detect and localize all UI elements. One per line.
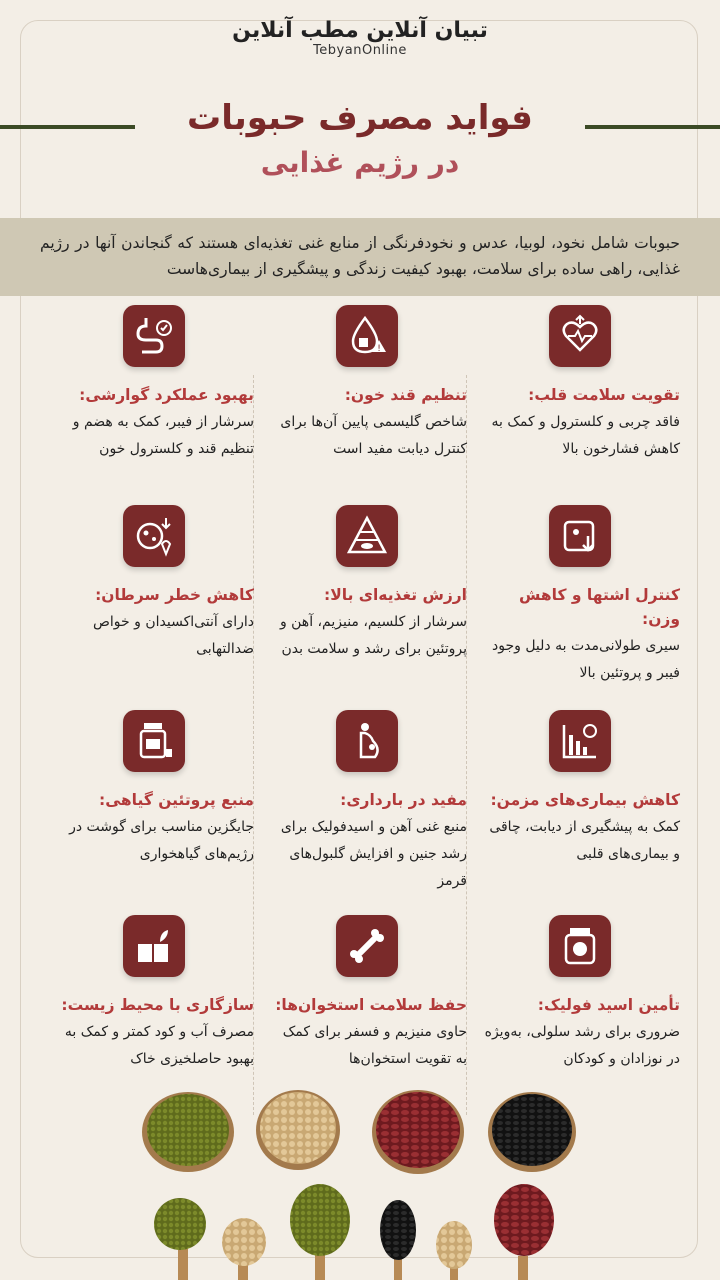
benefit-text: منبع غنی آهن و اسیدفولیک برای رشد جنین و افزایش گلبول‌های قرمز [280, 819, 467, 889]
cancer-cell-icon [123, 505, 185, 567]
benefit-card [267, 305, 467, 505]
benefit-text: حاوی منیزیم و فسفر برای کمک به تقویت استخوان‌ها [282, 1024, 467, 1067]
benefit-text: ضروری برای رشد سلولی، به‌ویژه در نوزادان و کودکان [484, 1024, 680, 1067]
intro-paragraph: حبوبات شامل نخود، لوبیا، عدس و نخودفرنگی از منابع غنی تغذیه‌ای هستند که گنجاندن آنها در رژیم غذایی، راهی ساده برای سلامت، بهبود کیفیت زندگی و پیشگیری از بیماری‌هاست [0, 218, 720, 296]
benefit-title: منبع پروتئین گیاهی: [99, 791, 254, 809]
benefit-text: سرشار از فیبر، کمک به هضم و تنظیم قند و کلسترول خون [72, 414, 254, 457]
benefit-text: سرشار از کلسیم، منیزیم، آهن و پروتئین برای رشد و سلامت بدن [279, 614, 467, 657]
logo [0, 18, 720, 58]
benefit-title: کنترل اشتها و کاهش وزن: [518, 586, 680, 628]
benefit-title: تقویت سلامت قلب: [528, 386, 680, 404]
protein-jar-icon [123, 710, 185, 772]
benefit-card [54, 505, 254, 705]
benefit-card [480, 710, 680, 910]
benefit-card [54, 710, 254, 910]
chart-decline-icon [549, 710, 611, 772]
benefit-text: شاخص گلیسمی پایین آن‌ها برای کنترل دیابت مفید است [280, 414, 467, 457]
benefit-title: سازگاری با محیط زیست: [61, 996, 254, 1014]
page-title: فواید مصرف حبوبات [187, 98, 533, 138]
benefit-text: فاقد چربی و کلسترول و کمک به کاهش فشارخون بالا [491, 414, 680, 457]
eco-puzzle-icon [123, 915, 185, 977]
benefit-card [267, 505, 467, 705]
folic-acid-jar-icon [549, 915, 611, 977]
benefit-text: سیری طولانی‌مدت به دلیل وجود فیبر و پروتئین بالا [491, 638, 680, 681]
food-pyramid-icon [336, 505, 398, 567]
blood-drop-icon [336, 305, 398, 367]
benefit-title: ارزش تغذیه‌ای بالا: [324, 586, 467, 604]
benefit-title: تأمین اسید فولیک: [537, 996, 680, 1014]
benefit-card [54, 305, 254, 505]
benefit-card [480, 305, 680, 505]
benefit-title: بهبود عملکرد گوارشی: [79, 386, 254, 404]
benefit-text: کمک به پیشگیری از دیابت، چاقی و بیماری‌های قلبی [489, 819, 680, 862]
benefit-card [480, 505, 680, 705]
bone-icon [336, 915, 398, 977]
benefit-title: کاهش بیماری‌های مزمن: [490, 791, 680, 809]
benefit-card [267, 710, 467, 910]
benefit-text: دارای آنتی‌اکسیدان و خواص ضدالتهابی [92, 614, 254, 657]
benefit-text: جایگزین مناسب برای گوشت در رژیم‌های گیاهخواری [69, 819, 254, 862]
heart-pulse-icon [549, 305, 611, 367]
beans-illustration [0, 1060, 720, 1280]
benefit-title: تنظیم قند خون: [344, 386, 467, 404]
intestine-icon [123, 305, 185, 367]
benefit-title: کاهش خطر سرطان: [95, 586, 254, 604]
header [0, 98, 720, 179]
logo-latin: TebyanOnline [313, 43, 407, 58]
svg-text:!: ! [377, 344, 381, 354]
logo-text: تبیان آنلاین مطب آنلاین [232, 18, 488, 43]
benefit-text: مصرف آب و کود کمتر و کمک به بهبود حاصلخیزی خاک [64, 1024, 254, 1067]
benefit-title: مفید در بارداری: [340, 791, 467, 809]
page-subtitle: در رژیم غذایی [260, 146, 460, 179]
pregnancy-icon [336, 710, 398, 772]
weight-scale-icon [549, 505, 611, 567]
benefit-title: حفظ سلامت استخوان‌ها: [275, 996, 467, 1014]
